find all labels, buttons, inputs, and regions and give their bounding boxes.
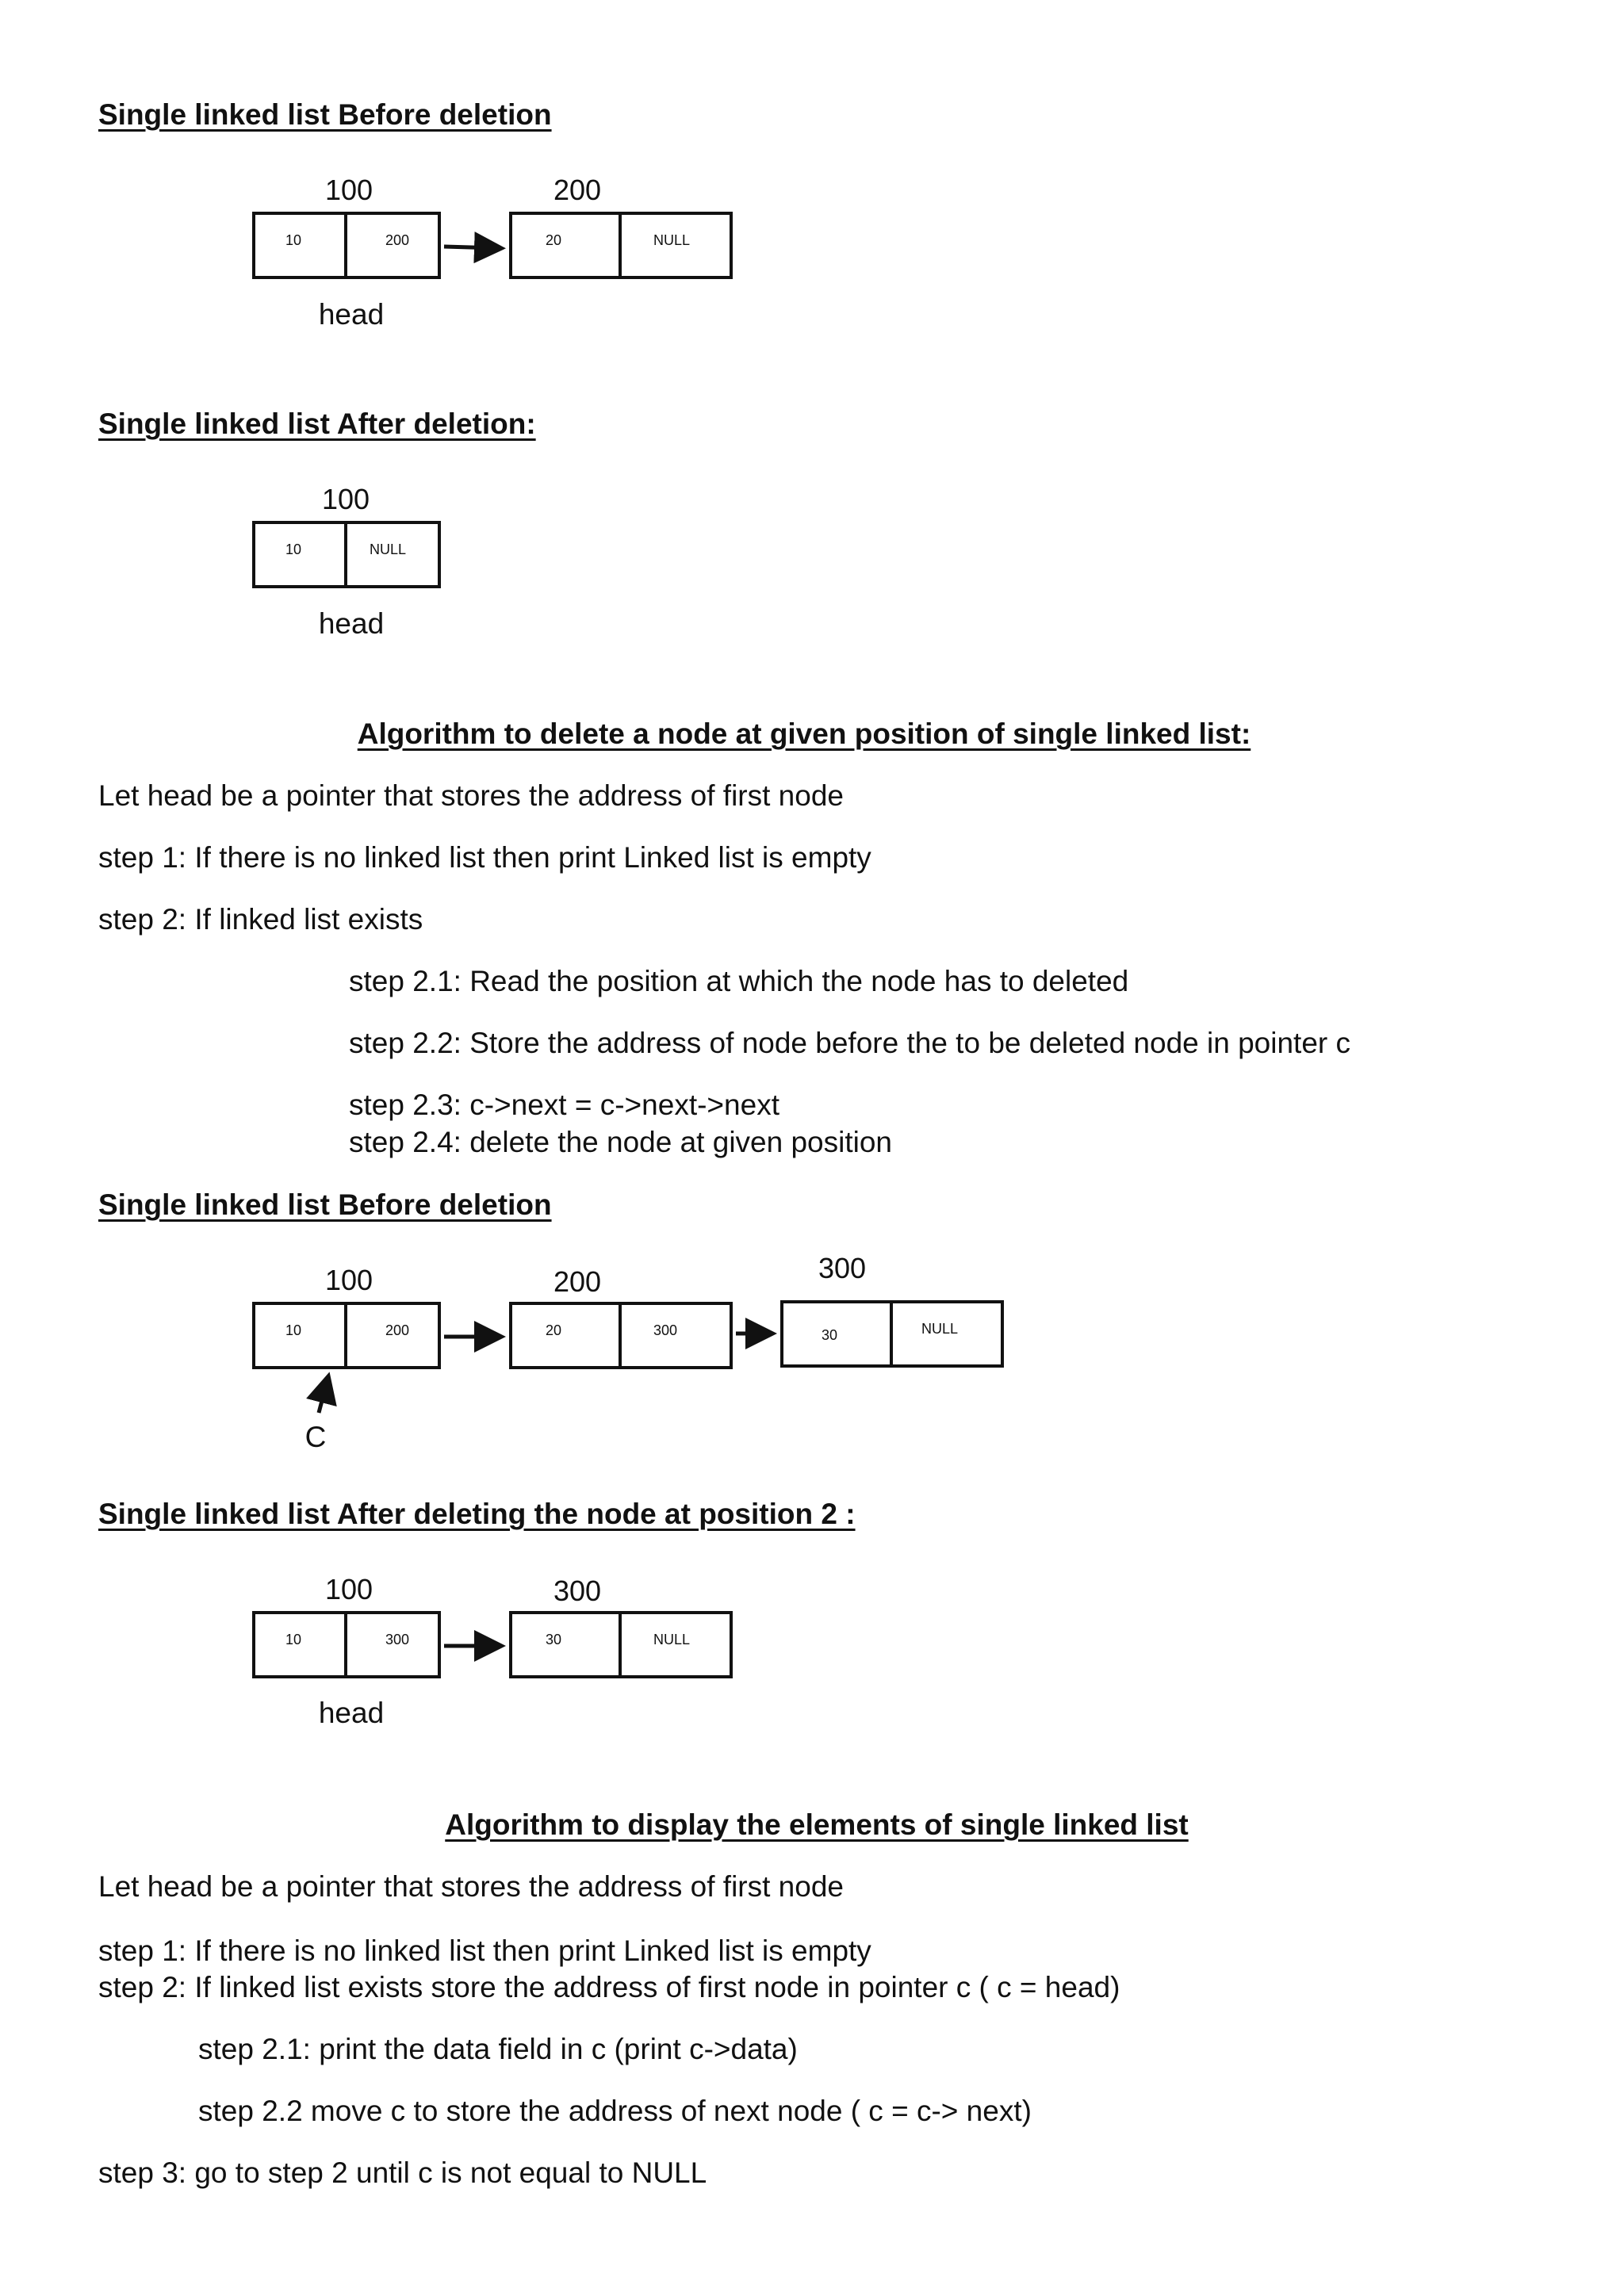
node-next-field: 300 <box>653 1322 678 1338</box>
head-label: head <box>318 1697 385 1729</box>
head-label: head <box>318 607 385 640</box>
node-address-label: 200 <box>553 1265 602 1298</box>
algorithm-step: step 2.1: Read the position at which the node has to deleted <box>349 965 1129 997</box>
next-pointer-arrow <box>444 247 498 248</box>
node-data-field: 30 <box>783 1303 893 1364</box>
algorithm-step: step 2.4: delete the node at given position <box>349 1126 893 1158</box>
algorithm-step: step 2: If linked list exists store the address of first node in pointer c ( c = head) <box>98 1971 1120 2003</box>
node-data-field: 10 <box>255 215 347 276</box>
node-data-field: 10 <box>255 1614 347 1675</box>
pointer-c-arrow <box>319 1380 327 1413</box>
node-next-field: NULL <box>653 232 691 248</box>
node-address-label: 100 <box>324 174 373 206</box>
node-next-field: NULL <box>921 1321 959 1337</box>
section-heading-before-deletion: Single linked list Before deletion <box>98 98 552 131</box>
node-address-label: 300 <box>818 1252 867 1284</box>
node-next-field: NULL <box>653 1632 691 1647</box>
algorithm-step: step 2.1: print the data field in c (print c->data) <box>198 2033 798 2065</box>
algorithm-step: step 2: If linked list exists <box>98 903 423 936</box>
node-address-label: 300 <box>553 1575 602 1607</box>
node-next-field: 200 <box>385 232 410 248</box>
node-data-field: 30 <box>512 1614 622 1675</box>
section-heading-before-deletion-3: Single linked list Before deletion <box>98 1188 552 1221</box>
algorithm-step: step 1: If there is no linked list then print Linked list is empty <box>98 841 871 874</box>
pointer-c-label: C <box>304 1421 327 1453</box>
algorithm-step: step 2.3: c->next = c->next->next <box>349 1089 779 1121</box>
algorithm-step: step 2.2 move c to store the address of next node ( c = c-> next) <box>198 2095 1032 2127</box>
node-address-label: 100 <box>324 1573 373 1605</box>
node-next-field: NULL <box>370 541 407 557</box>
algorithm-step: step 1: If there is no linked list then print Linked list is empty <box>98 1934 871 1967</box>
algorithm-title-display: Algorithm to display the elements of single linked list <box>445 1808 1189 1841</box>
node-address-label: 200 <box>553 174 602 206</box>
algorithm-step: step 3: go to step 2 until c is not equal to NULL <box>98 2156 707 2189</box>
node-data-field: 20 <box>512 1305 622 1366</box>
node-data-field: 10 <box>255 1305 347 1366</box>
node-address-label: 100 <box>321 483 370 515</box>
node-next-field: 200 <box>385 1322 410 1338</box>
algorithm-step: Let head be a pointer that stores the address of first node <box>98 1870 844 1903</box>
section-heading-after-deletion: Single linked list After deletion: <box>98 408 536 440</box>
algorithm-step: Let head be a pointer that stores the address of first node <box>98 779 844 812</box>
algorithm-step: step 2.2: Store the address of node before the to be deleted node in pointer c <box>349 1027 1351 1059</box>
node-data-field: 10 <box>255 524 347 585</box>
algorithm-title-delete: Algorithm to delete a node at given position of single linked list: <box>357 718 1251 750</box>
head-label: head <box>318 298 385 331</box>
section-heading-after-deleting-position-2: Single linked list After deleting the node at position 2 : <box>98 1498 856 1530</box>
node-address-label: 100 <box>324 1264 373 1296</box>
node-data-field: 20 <box>512 215 622 276</box>
node-next-field: 300 <box>385 1632 410 1647</box>
